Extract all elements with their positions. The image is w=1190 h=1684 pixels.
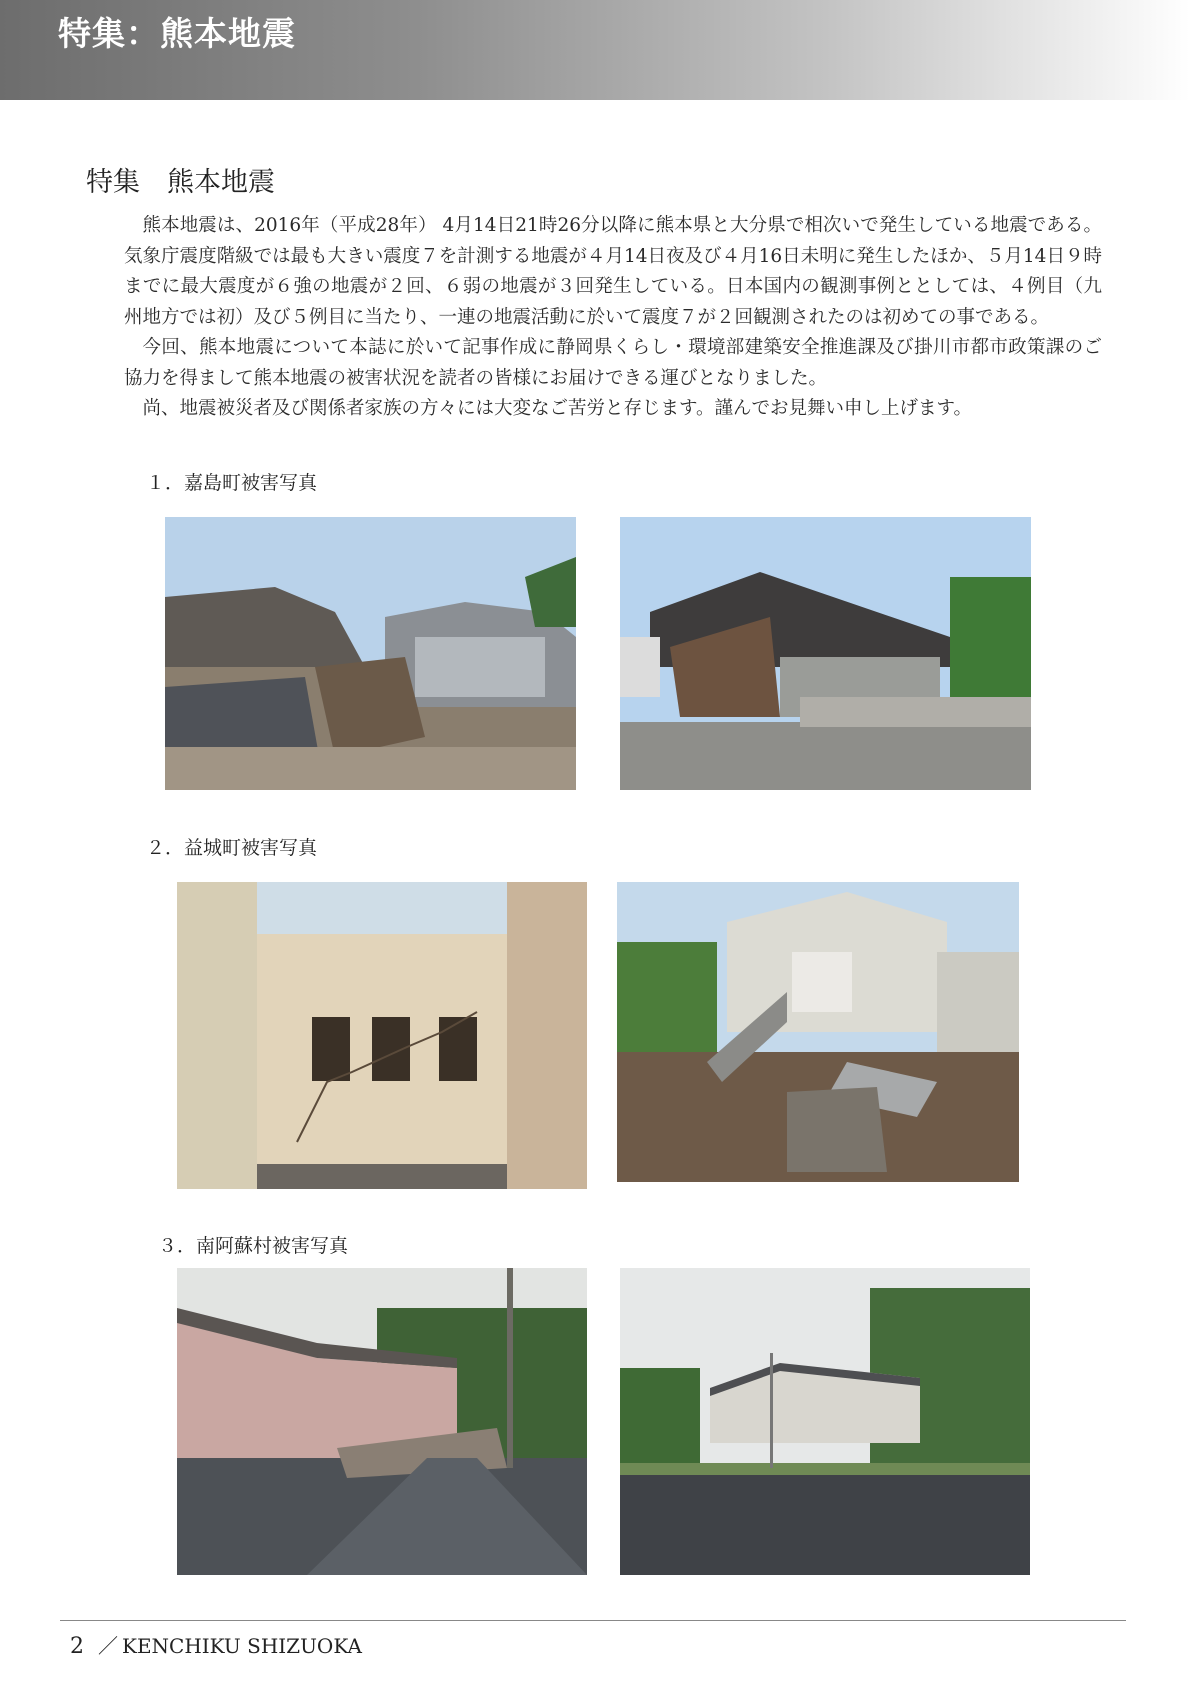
header-title: 特集：熊本地震 [58, 14, 296, 53]
body-paragraph: 今回、熊本地震について本誌に於いて記事作成に静岡県くらし・環境部建築安全推進課及び掛川市都市政策課のご協力を得まして熊本地震の被害状況を読者の皆様にお届けできる運びとなりました。 [124, 337, 1102, 389]
photo-mashiki-collapsed-house [617, 882, 1019, 1182]
magazine-name: KENCHIKU SHIZUOKA [122, 1634, 362, 1658]
footer [70, 1630, 362, 1659]
photo-kashima-leaning-house [620, 517, 1031, 790]
photo-mashiki-cracked-bridge [177, 882, 587, 1189]
body-text [124, 211, 1102, 425]
caption-minamiaso: ３．南阿蘇村被害写真 [158, 1235, 349, 1257]
body-paragraph: 熊本地震は、2016年（平成28年） 4月14日21時26分以降に熊本県と大分県で相次いで発生している地震である。気象庁震度階級では最も大きい震度７を計測する地震が４月14日夜及び４月16日未明に発生したほか、５月14日９時までに最大震度が６強の地震が２回、６弱の地震が３回発生している。日本国内の観測事例ととしては、４例目（九州地方では初）及び５例目に当たり、一連の地震活動に於いて震度７が２回観測されたのは初めての事である。 [124, 215, 1102, 328]
photo-minamiaso-apartment [620, 1268, 1030, 1575]
footer-slash: ／ [98, 1634, 118, 1658]
page-number: 2 [70, 1634, 84, 1659]
header-band [0, 0, 1190, 100]
photo-kashima-collapsed-houses [165, 517, 576, 790]
body-paragraph: 尚、地震被災者及び関係者家族の方々には大変なご苦労と存じます。謹んでお見舞い申し上げます。 [142, 398, 973, 419]
caption-kashima: １．嘉島町被害写真 [146, 472, 318, 494]
footer-rule [60, 1620, 1126, 1621]
photo-minamiaso-damaged-houses [177, 1268, 587, 1575]
caption-mashiki: ２．益城町被害写真 [146, 837, 318, 859]
section-title: 特集 熊本地震 [86, 167, 275, 198]
